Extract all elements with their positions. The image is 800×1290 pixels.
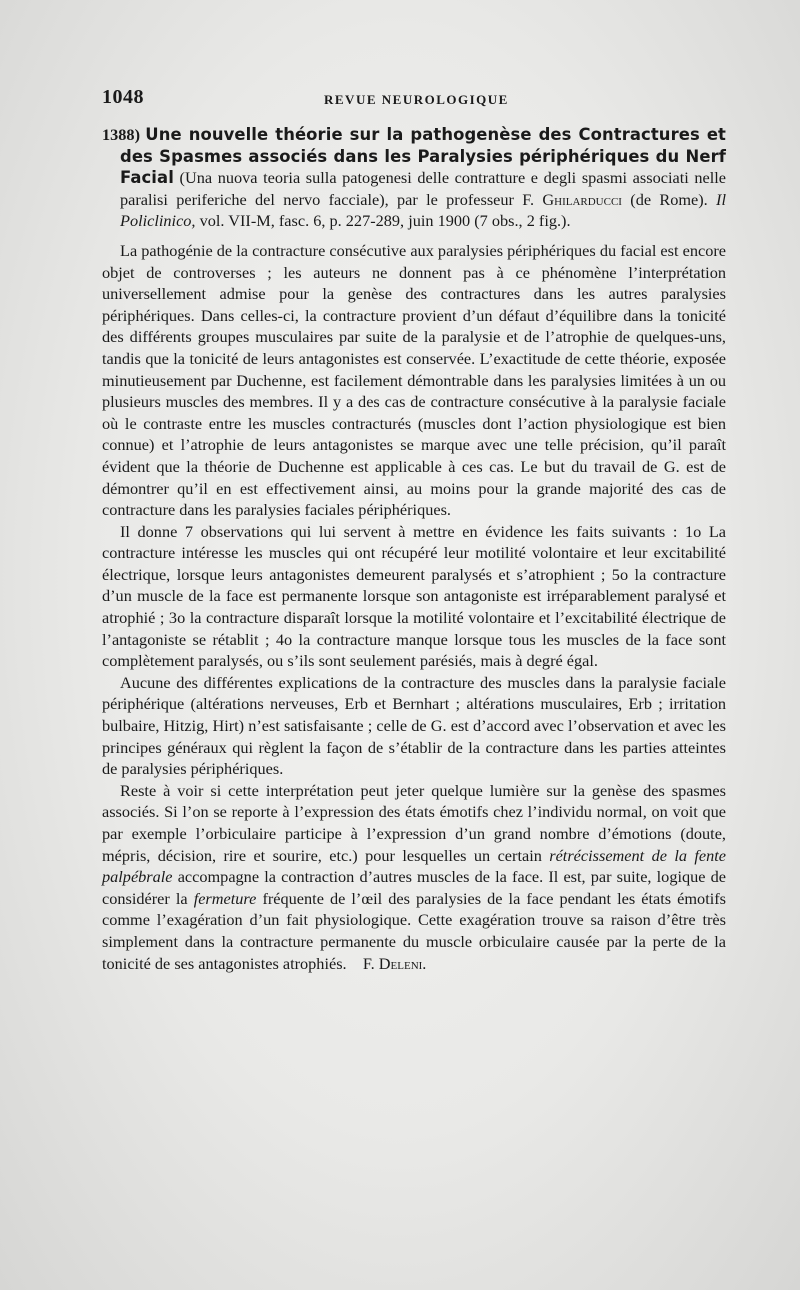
article-body bbox=[102, 124, 726, 974]
paragraph-4-italic-1: rétrécissement de la fente palpébrale bbox=[102, 845, 727, 887]
paragraph-4-part-c: fréquente de l’œil des paralysies de la face pendant les états émotifs comme l’exagération d’un fait physiologique. Cette exagération trouve sa raison d’être très simplement dans la contracture permanente du muscle orbiculaire causée par la perte de la tonicité de ses antagonistes atrophiés. bbox=[102, 888, 727, 973]
page-header bbox=[102, 86, 742, 116]
entry-location: (de Rome). bbox=[621, 189, 717, 209]
entry-heading bbox=[102, 124, 726, 232]
paragraph-1: La pathogénie de la contracture consécutive aux paralysies périphériques du facial est encore objet de controverses ; les auteurs ne donnent pas à ce phénomène l’interprétation universellement admise pour la genèse des contractures dans les autres paralysies périphériques. Dans celles-ci, la contracture provient d’un défaut d’équilibre dans la tonicité des différents groupes musculaires par suite de la paralysie et de l’atrophie de quelques-uns, tandis que la tonicité de leurs antagonistes est conservée. L’exactitude de cette théorie, exposée minutieusement par Duchenne, est facilement démontrable dans les paralysies limitées à un ou plusieurs muscles des membres. Il y a des cas de contracture consécutive à la paralysie faciale où le contraste entre les muscles contracturés (muscles dont l’action physiologique est bien connue) et l’atrophie de leurs antagonistes se marque avec une telle précision, qu’il paraît évident que la théorie de Duchenne est applicable à ces cas. Le but du travail de G. est de démontrer qu’il en est effectivement ainsi, au moins pour la grande majorité des cas de contracture dans les paralysies faciales périphériques. bbox=[102, 240, 726, 520]
page-number: 1048 bbox=[102, 86, 144, 108]
entry-author: Ghilarducci bbox=[542, 189, 622, 209]
paragraph-4-part-b: accompagne la contraction d’autres muscles de la face. Il est, par suite, logique de considérer la bbox=[102, 867, 726, 908]
entry-subtitle: (Una nuova teoria sulla patogenesi delle contratture e degli spasmi associati nelle paralisi periferiche del nervo facciale), par le professeur F. bbox=[120, 168, 726, 209]
paragraph-3: Aucune des différentes explications de la contracture des muscles dans la paralysie faciale périphérique (altérations nerveuses, Erb et Bernhart ; altérations musculaires, Erb ; irritation bulbaire, Hitzig, Hirt) n’est satisfaisante ; celle de G. est d’accord avec l’observation et avec les principes généraux qui règlent la façon de s’établir de la contracture dans les parties atteintes de paralysies périphériques. bbox=[102, 672, 726, 779]
entry-number: 1388) bbox=[102, 125, 140, 144]
reviewer-signature: F. Deleni. bbox=[362, 953, 427, 973]
entry-journal: Il Policlinico, bbox=[120, 189, 726, 231]
running-title: REVUE NEUROLOGIQUE bbox=[324, 92, 509, 107]
paragraph-2: Il donne 7 observations qui lui servent à mettre en évidence les faits suivants : 1o La contracture intéresse les muscles qui ont récupéré leur motilité volontaire et leur excitabilité électrique, lorsque leurs antagonistes demeurent paralysés et s’atrophient ; 5o la contracture d’un muscle de la face est permanente lorsque son antagoniste est irréparablement paralysé et atrophié ; 3o la contracture disparaît lorsque la motilité volontaire et l’excitabilité électrique de l’antagoniste se rétablit ; 4o la contracture manque lorsque tous les muscles de la face sont complètement paralysés, ou s’ils sont seulement parésiés, mais à degré égal. bbox=[102, 521, 726, 671]
entry-title: Une nouvelle théorie sur la pathogenèse des Contractures et des Spasmes associés dans les Paralysies périphériques du Nerf Facial bbox=[120, 125, 726, 188]
entry-citation: vol. VII-M, fasc. 6, p. 227-289, juin 1900 (7 obs., 2 fig.). bbox=[195, 211, 571, 231]
paragraph-4 bbox=[102, 780, 726, 974]
paragraph-4-italic-2: fermeture bbox=[193, 888, 257, 908]
paragraph-4-part-a: Reste à voir si cette interprétation peut jeter quelque lumière sur la genèse des spasmes associés. Si l’on se reporte à l’expression des états émotifs chez l’individu normal, on voit que par exemple l’orbiculaire participe à l’expression d’un grand nombre d’émotions (doute, mépris, décision, rire et sourire, etc.) pour lesquelles un certain bbox=[102, 780, 726, 865]
